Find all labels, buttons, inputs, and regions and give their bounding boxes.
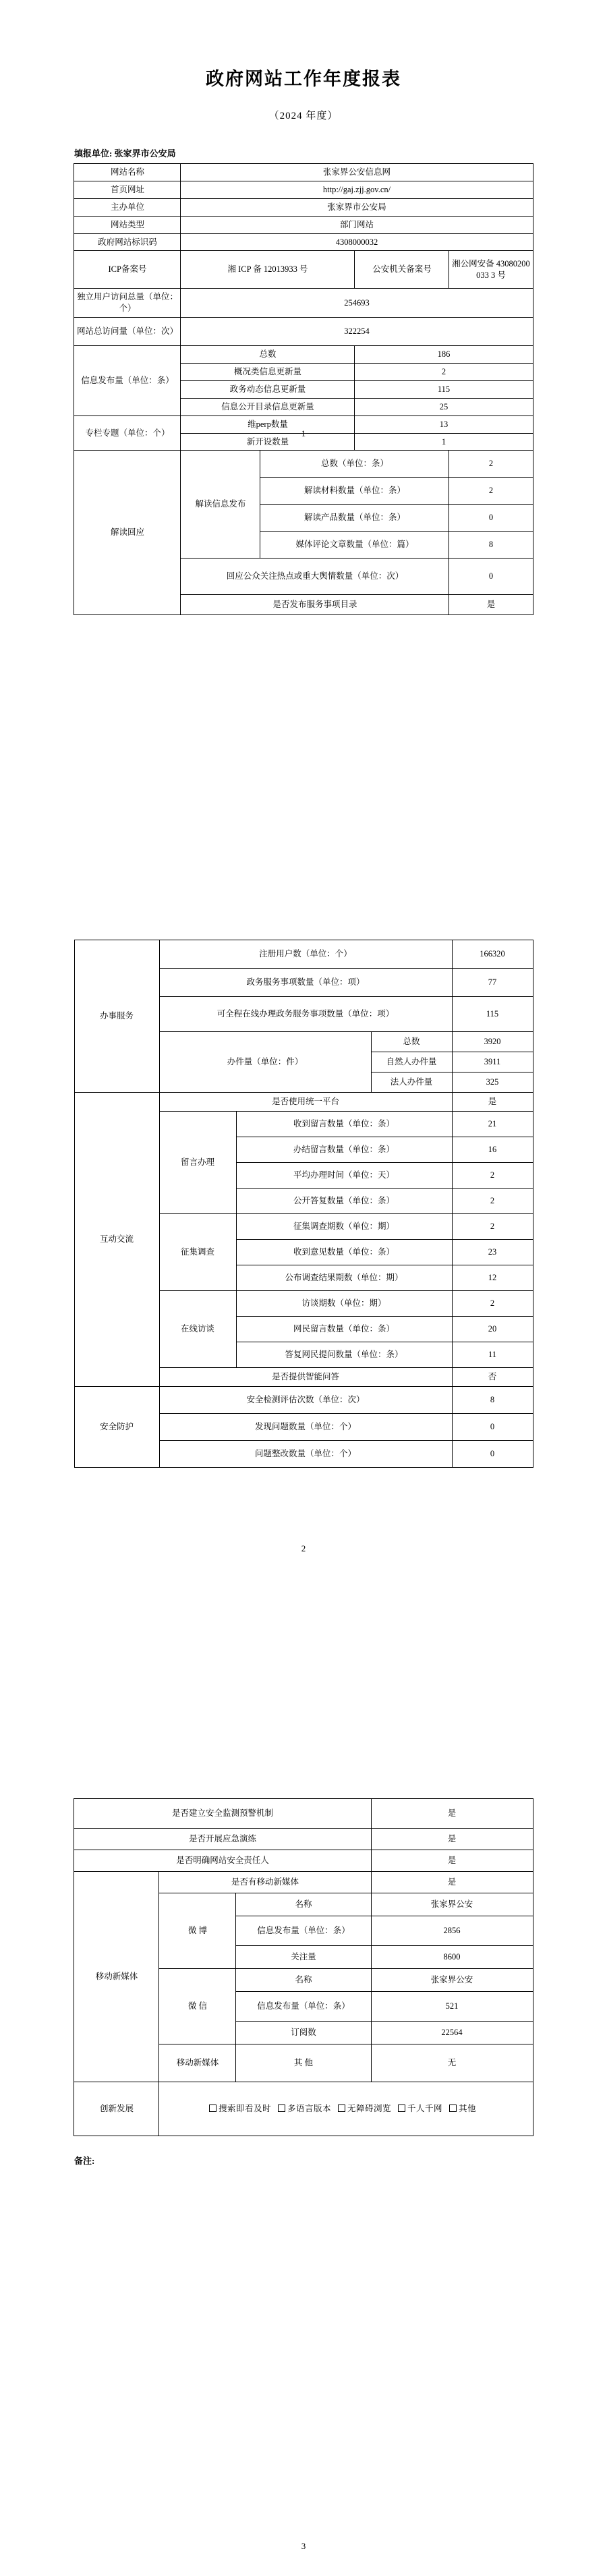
icp-label: ICP备案号: [74, 251, 181, 289]
police-record-value: 湘公网安备 43080200033 3 号: [449, 251, 533, 289]
innovation-option[interactable]: [209, 2103, 271, 2115]
row-value: 322254: [181, 318, 533, 346]
item-name: 政务服务事项数量（单位：项）: [159, 969, 452, 997]
item-value: 166320: [452, 940, 533, 969]
item-name: 问题整改数量（单位：个）: [159, 1441, 452, 1468]
item-name: 收到留言数量（单位：条）: [236, 1112, 452, 1137]
item-name: 网民留言数量（单位：条）: [236, 1317, 452, 1342]
item-value: 2: [452, 1214, 533, 1240]
icp-row: [74, 251, 533, 289]
item-name: 新开设数量: [181, 433, 355, 451]
row-value: 254693: [181, 289, 533, 318]
item-value: 23: [452, 1240, 533, 1265]
item-value: 8: [452, 1387, 533, 1414]
item-name: 是否建立安全监测预警机制: [74, 1799, 371, 1829]
item-name: 办结留言数量（单位：条）: [236, 1137, 452, 1163]
table-row: [74, 233, 533, 251]
item-name: 平均办理时间（单位：天）: [236, 1163, 452, 1189]
info-publish-label: 信息发布量（单位：条）: [74, 346, 181, 416]
item-name: 信息发布量（单位：条）: [236, 1992, 371, 2022]
page-number: 2: [301, 1543, 306, 1553]
innovation-options: [159, 2082, 533, 2136]
service-catalog-value: 是: [449, 595, 533, 615]
row-label: 网站名称: [74, 164, 181, 181]
item-name: 可全程在线办理政务服务事项数量（单位：项）: [159, 997, 452, 1032]
reporting-unit: 填报单位: 张家界市公安局: [74, 148, 176, 159]
report-page-2: [0, 859, 607, 1717]
item-name: 维perp数量: [181, 416, 355, 433]
item-name: 总数: [371, 1032, 452, 1052]
item-value: 是: [371, 1829, 533, 1850]
table-row: [74, 346, 533, 364]
item-name: 名称: [236, 1969, 371, 1992]
innovation-option[interactable]: [449, 2103, 476, 2115]
survey-label: 征集调查: [159, 1214, 236, 1291]
item-name: 媒体评论文章数量（单位：篇）: [260, 532, 449, 559]
item-name: 概况类信息更新量: [181, 364, 355, 381]
table-row: [74, 1850, 533, 1872]
row-label: 网站类型: [74, 216, 181, 233]
newmedia-table: [74, 1798, 533, 2136]
item-value: 0: [452, 1414, 533, 1441]
item-value: 2856: [371, 1916, 533, 1946]
checkbox-icon[interactable]: [449, 2105, 457, 2112]
option-label: 无障碍浏览: [347, 2104, 391, 2114]
hot-response-label: 回应公众关注热点或重大舆情数量（单位：次）: [181, 559, 449, 595]
has-newmedia-label: 是否有移动新媒体: [159, 1872, 371, 1893]
item-name: 法人办件量: [371, 1072, 452, 1093]
table-row: [74, 198, 533, 216]
item-value: 2: [449, 478, 533, 505]
checkbox-icon[interactable]: [209, 2105, 216, 2112]
item-value: 是: [371, 1850, 533, 1872]
item-value: 12: [452, 1265, 533, 1291]
item-name: 公布调查结果期数（单位：期）: [236, 1265, 452, 1291]
item-value: 115: [452, 997, 533, 1032]
item-value: 77: [452, 969, 533, 997]
item-name: 答复网民提问数量（单位：条）: [236, 1342, 452, 1368]
item-value: 张家界公安: [371, 1893, 533, 1916]
interpret-publish-label: 解读信息发布: [181, 451, 260, 559]
item-name: 征集调查期数（单位：期）: [236, 1214, 452, 1240]
item-name: 公开答复数量（单位：条）: [236, 1189, 452, 1214]
smart-qa-label: 是否提供智能问答: [159, 1368, 452, 1387]
service-catalog-label: 是否发布服务事项目录: [181, 595, 449, 615]
row-value: 4308000032: [181, 233, 533, 251]
item-value: 20: [452, 1317, 533, 1342]
newmedia-label: 移动新媒体: [74, 1872, 159, 2082]
checkbox-icon[interactable]: [338, 2105, 345, 2112]
table-row: [74, 1093, 533, 1112]
security-label: 安全防护: [74, 1387, 159, 1468]
table-row: [74, 181, 533, 198]
report-page-3: [0, 1717, 607, 2576]
row-label: 主办单位: [74, 198, 181, 216]
option-label: 千人千网: [407, 2104, 443, 2114]
page-number: 1: [301, 428, 306, 438]
item-value: 3920: [452, 1032, 533, 1052]
service-label: 办事服务: [74, 940, 159, 1093]
item-name: 注册用户数（单位：个）: [159, 940, 452, 969]
other-value: 无: [371, 2044, 533, 2082]
page-subtitle: （2024 年度）: [268, 111, 339, 121]
item-value: 13: [355, 416, 533, 433]
basic-info-table: [74, 163, 533, 615]
item-name: 自然人办件量: [371, 1052, 452, 1072]
innovation-option[interactable]: [338, 2103, 391, 2115]
row-label: 政府网站标识码: [74, 233, 181, 251]
item-value: 21: [452, 1112, 533, 1137]
has-newmedia-value: 是: [371, 1872, 533, 1893]
service-interaction-table: [74, 940, 533, 1468]
item-value: 1: [355, 433, 533, 451]
item-value: 521: [371, 1992, 533, 2022]
item-name: 订阅数: [236, 2022, 371, 2044]
hot-response-value: 0: [449, 559, 533, 595]
item-value: 25: [355, 398, 533, 416]
item-name: 发现问题数量（单位：个）: [159, 1414, 452, 1441]
table-row: [74, 1387, 533, 1414]
item-name: 总数: [181, 346, 355, 364]
row-value: 张家界公安信息网: [181, 164, 533, 181]
item-value: 8: [449, 532, 533, 559]
remark-label: 备注:: [74, 2156, 95, 2166]
item-value: 11: [452, 1342, 533, 1368]
message-label: 留言办理: [159, 1112, 236, 1214]
item-value: 2: [452, 1291, 533, 1317]
item-value: 3911: [452, 1052, 533, 1072]
item-name: 是否明确网站安全责任人: [74, 1850, 371, 1872]
item-name: 安全检测评估次数（单位：次）: [159, 1387, 452, 1414]
item-name: 收到意见数量（单位：条）: [236, 1240, 452, 1265]
other-label: 其 他: [236, 2044, 371, 2082]
report-page-1: [0, 0, 607, 859]
columns-label: 专栏专题（单位：个）: [74, 416, 181, 451]
police-record-label: 公安机关备案号: [355, 251, 449, 289]
item-value: 是: [371, 1799, 533, 1829]
table-row: [74, 1872, 533, 1893]
interview-label: 在线访谈: [159, 1291, 236, 1368]
table-row: [74, 1799, 533, 1829]
interpret-label: 解读回应: [74, 451, 181, 615]
item-name: 是否开展应急演练: [74, 1829, 371, 1850]
item-value: 325: [452, 1072, 533, 1093]
item-value: 115: [355, 380, 533, 398]
innovation-option[interactable]: [278, 2103, 331, 2115]
item-name: 访谈期数（单位：期）: [236, 1291, 452, 1317]
item-name: 解读材料数量（单位：条）: [260, 478, 449, 505]
option-label: 搜索即看及时: [218, 2104, 271, 2114]
innovation-row: [74, 2082, 533, 2136]
item-name: 名称: [236, 1893, 371, 1916]
table-row: [74, 164, 533, 181]
item-name: 政务动态信息更新量: [181, 380, 355, 398]
unified-platform-label: 是否使用统一平台: [159, 1093, 452, 1112]
page-number: 3: [301, 2541, 306, 2551]
row-value: http://gaj.zjj.gov.cn/: [181, 181, 533, 198]
item-value: 张家界公安: [371, 1969, 533, 1992]
table-row: [74, 451, 533, 478]
item-value: 2: [452, 1163, 533, 1189]
option-label: 其他: [459, 2104, 477, 2114]
item-value: 2: [449, 451, 533, 478]
innovation-option[interactable]: [398, 2103, 442, 2115]
smart-qa-value: 否: [452, 1368, 533, 1387]
innovation-checkbox-group: [161, 2103, 530, 2115]
item-name: 关注量: [236, 1946, 371, 1969]
item-value: 0: [449, 505, 533, 532]
table-row: [74, 940, 533, 969]
page-title: 政府网站工作年度报表: [206, 69, 401, 89]
unified-platform-value: 是: [452, 1093, 533, 1112]
item-value: 186: [355, 346, 533, 364]
icp-value: 湘 ICP 备 12013933 号: [181, 251, 355, 289]
innovation-label: 创新发展: [74, 2082, 159, 2136]
item-value: 2: [355, 364, 533, 381]
item-name: 解读产品数量（单位：条）: [260, 505, 449, 532]
row-label: 独立用户访问总量（单位：个）: [74, 289, 181, 318]
row-label: 首页网址: [74, 181, 181, 198]
newmedia-label-other: 移动新媒体: [159, 2044, 236, 2082]
item-value: 2: [452, 1189, 533, 1214]
visits-row: [74, 318, 533, 346]
checkbox-icon[interactable]: [278, 2105, 285, 2112]
item-value: 22564: [371, 2022, 533, 2044]
item-name: 总数（单位：条）: [260, 451, 449, 478]
row-value: 部门网站: [181, 216, 533, 233]
item-name: 信息发布量（单位：条）: [236, 1916, 371, 1946]
item-value: 16: [452, 1137, 533, 1163]
interaction-label: 互动交流: [74, 1093, 159, 1387]
table-row: [74, 216, 533, 233]
item-name: 信息公开目录信息更新量: [181, 398, 355, 416]
weibo-label: 微 博: [159, 1893, 236, 1969]
item-value: 8600: [371, 1946, 533, 1969]
checkbox-icon[interactable]: [398, 2105, 405, 2112]
option-label: 多语言版本: [287, 2104, 331, 2114]
row-value: 张家界市公安局: [181, 198, 533, 216]
weixin-label: 微 信: [159, 1969, 236, 2044]
table-row: [74, 1829, 533, 1850]
unique-visitors-row: [74, 289, 533, 318]
volume-label: 办件量（单位：件）: [159, 1032, 371, 1093]
item-value: 0: [452, 1441, 533, 1468]
row-label: 网站总访问量（单位：次）: [74, 318, 181, 346]
